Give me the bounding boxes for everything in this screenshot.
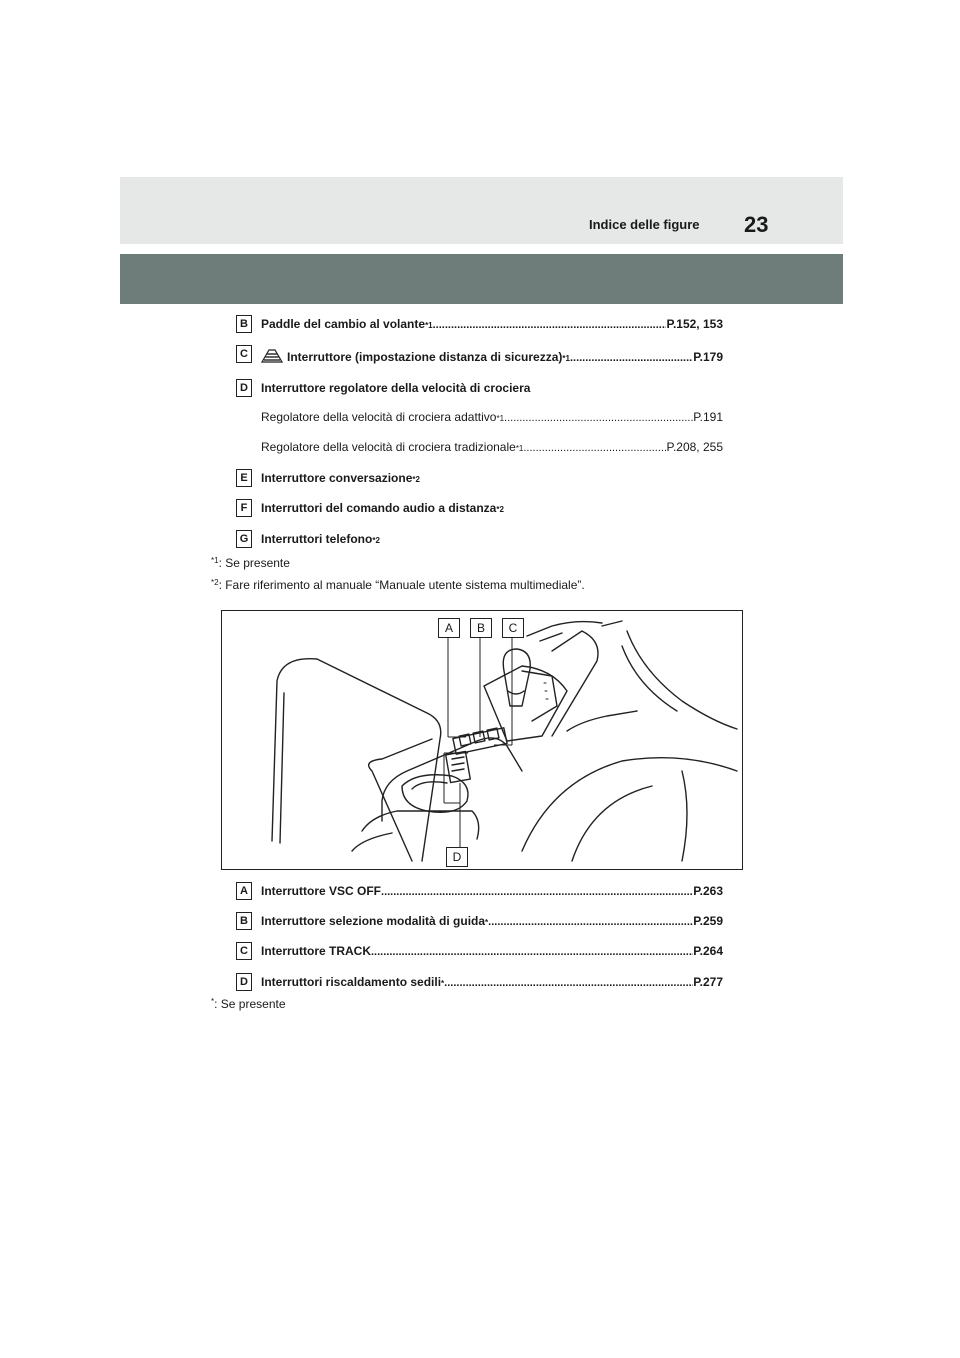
entry-label: Interruttore (impostazione distanza di sicurezza) <box>287 350 563 364</box>
footnote <box>211 997 286 1011</box>
entry-label: Interruttore VSC OFF <box>261 884 382 898</box>
entry-badge: B <box>236 315 252 333</box>
center-console-illustration <box>221 610 743 870</box>
page-reference[interactable]: P.263 <box>693 884 723 898</box>
distance-icon <box>261 349 283 363</box>
entry-badge: F <box>236 499 252 517</box>
entry-text[interactable]: Regolatore della velocità di crociera tradizionale *1 ..... P.208, 255 <box>261 440 723 454</box>
entry-text: Interruttori telefono *2 <box>261 532 380 546</box>
entry-badge: D <box>236 973 252 991</box>
entry-text[interactable]: Interruttore selezione modalità di guida * ..... P.259 <box>261 914 723 928</box>
entry-label: Interruttore conversazione <box>261 471 413 485</box>
callout-d: D <box>446 847 468 867</box>
footnote-text: : Se presente <box>218 556 290 570</box>
callout-a: A <box>438 618 460 638</box>
footnote-text: : Se presente <box>214 997 286 1011</box>
leader-dots <box>381 886 693 898</box>
entry-badge: C <box>236 942 252 960</box>
entry-row <box>0 377 960 401</box>
entry-label: Interruttori telefono <box>261 532 373 546</box>
entry-text[interactable]: Interruttori riscaldamento sedili * ..... P.277 <box>261 975 723 989</box>
entry-badge: E <box>236 469 252 487</box>
entry-text: Interruttori del comando audio a distanza *2 <box>261 501 504 515</box>
page-reference[interactable]: P.152, 153 <box>666 317 723 331</box>
section-title: Indice delle figure <box>589 217 700 232</box>
entry-row <box>0 467 960 491</box>
entry-label: Interruttore regolatore della velocità di crociera <box>261 381 531 395</box>
entry-text[interactable]: Paddle del cambio al volante *1 ..... P.152, 153 <box>261 317 723 331</box>
callout-c: C <box>502 618 524 638</box>
page-reference[interactable]: P.259 <box>693 914 723 928</box>
console-drawing <box>222 611 742 869</box>
footnote-mark: * <box>211 997 215 1006</box>
entry-row <box>0 940 960 964</box>
entry-text: Interruttore conversazione *2 <box>261 471 420 485</box>
leader-dots <box>504 412 693 424</box>
entry-row <box>0 910 960 934</box>
entry-label: Regolatore della velocità di crociera tradizionale <box>261 440 516 454</box>
entry-text[interactable]: Interruttore (impostazione distanza di sicurezza) *1 ..... P.179 <box>261 347 723 364</box>
page-reference[interactable]: P.179 <box>693 350 723 364</box>
entry-text[interactable] <box>261 884 723 898</box>
entry-row <box>0 436 960 460</box>
entry-label: Regolatore della velocità di crociera adattivo <box>261 410 497 424</box>
entry-row <box>0 313 960 337</box>
page-reference[interactable]: P.191 <box>693 410 723 424</box>
entry-badge: A <box>236 882 252 900</box>
entry-row <box>0 497 960 521</box>
header-band <box>120 177 843 244</box>
entry-badge: B <box>236 912 252 930</box>
leader-dots <box>444 977 693 989</box>
entry-text[interactable] <box>261 944 723 958</box>
leader-dots <box>371 946 693 958</box>
entry-label: Interruttori del comando audio a distanza <box>261 501 497 515</box>
entry-badge: D <box>236 379 252 397</box>
footnote <box>211 556 290 570</box>
entry-label: Interruttore TRACK <box>261 944 371 958</box>
entry-row <box>0 880 960 904</box>
entry-row <box>0 343 960 367</box>
leader-dots <box>570 352 693 364</box>
leader-dots <box>488 916 693 928</box>
entry-row <box>0 528 960 552</box>
page-reference[interactable]: P.208, 255 <box>666 440 723 454</box>
entry-badge: G <box>236 530 252 548</box>
entry-label: Interruttore selezione modalità di guida <box>261 914 486 928</box>
entry-text[interactable]: Regolatore della velocità di crociera adattivo *1 ..... P.191 <box>261 410 723 424</box>
leader-dots <box>433 319 667 331</box>
footnote-mark: *2 <box>211 578 219 587</box>
page-number: 23 <box>744 212 769 237</box>
footnote-text: : Fare riferimento al manuale “Manuale utente sistema multimediale”. <box>218 578 585 592</box>
page-reference[interactable]: P.277 <box>693 975 723 989</box>
entry-row <box>0 406 960 430</box>
callout-b: B <box>470 618 492 638</box>
entry-text <box>261 381 723 395</box>
footnote-mark: *1 <box>211 556 219 565</box>
header-bar <box>120 254 843 304</box>
leader-dots <box>523 442 666 454</box>
page-reference[interactable]: P.264 <box>693 944 723 958</box>
footnote <box>211 578 585 592</box>
entry-row <box>0 971 960 995</box>
entry-label: Paddle del cambio al volante <box>261 317 426 331</box>
entry-badge: C <box>236 345 252 363</box>
entry-label: Interruttori riscaldamento sedili <box>261 975 442 989</box>
